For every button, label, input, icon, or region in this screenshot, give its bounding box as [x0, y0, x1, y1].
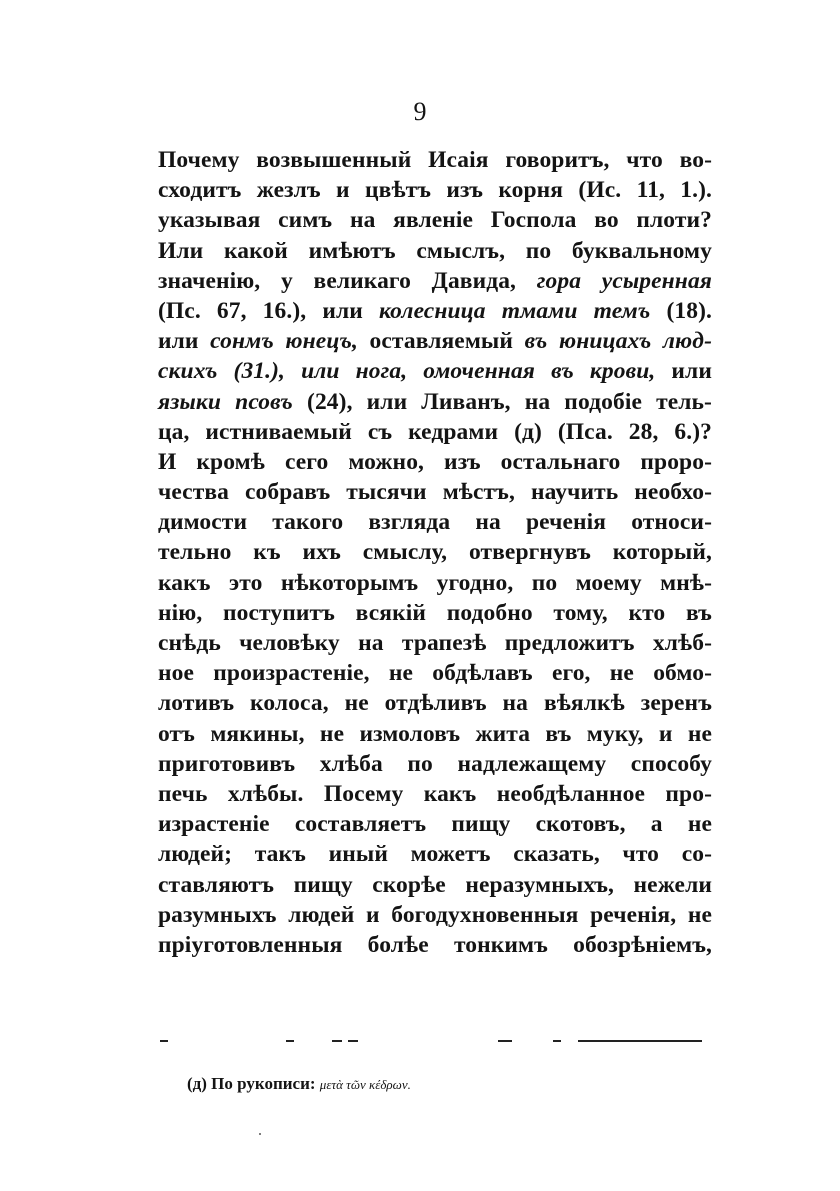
text-line: чества собравъ тысячи мѣстъ, научить необхо-: [158, 479, 712, 506]
text-line: какъ это нѣкоторымъ угодно, по моему мнѣ-: [158, 569, 712, 596]
italic-phrase: скихъ (31.), или нога, омоченная: [158, 358, 535, 385]
italic-phrase: гора усыренная: [536, 267, 712, 294]
text-line: разумныхъ людей и богодухновенныя реченія, не: [158, 901, 712, 928]
text-line: димости такого взгляда на реченія относи-: [158, 509, 712, 536]
text-line: И кромѣ сего можно, изъ остальнаго проро-: [158, 448, 712, 475]
rule-segment: [332, 1040, 342, 1042]
text-line: ное произрастеніе, не обдѣлавъ его, не обмо-: [158, 660, 712, 687]
italic-phrase: сонмъ юнецъ,: [210, 328, 358, 355]
text-line: [158, 326, 712, 356]
text-line: людей; такъ иный можетъ сказать, что со-: [158, 841, 712, 868]
text-line: приготовивъ хлѣба по надлежащему способу: [158, 750, 712, 777]
text-line: Или какой имѣютъ смыслъ, по буквальному: [158, 237, 712, 264]
italic-phrase: языки псовъ: [158, 388, 293, 415]
footnote-greek: μετὰ τῶν κέδρων.: [319, 1077, 411, 1092]
text-line: пріуготовленныя болѣе тонкимъ обозрѣніемъ,: [158, 931, 712, 958]
footnote-rule: [158, 1040, 712, 1044]
text-segment: (Пс. 67, 16.), или: [158, 297, 363, 324]
text-line: нію, поступитъ всякій подобно тому, кто въ: [158, 599, 712, 626]
italic-phrase: колесница тмами темъ: [379, 297, 651, 324]
text-line: печь хлѣбы. Посему какъ необдѣланное про-: [158, 780, 712, 807]
text-line: [158, 266, 712, 296]
print-speck: [259, 1133, 261, 1135]
text-line: лотивъ колоса, не отдѣливъ на вѣялкѣ зеренъ: [158, 690, 712, 717]
italic-phrase: въ крови,: [551, 358, 656, 385]
footnote-text: По рукописи:: [211, 1074, 316, 1093]
text-line: ца, истниваемый съ кедрами (д) (Пса. 28, 6.)?: [158, 418, 712, 445]
text-line: Почему возвышенный Исаія говоритъ, что во-: [158, 147, 712, 173]
text-segment: или: [671, 358, 712, 385]
text-line: [158, 356, 712, 386]
page-number: 9: [413, 97, 427, 126]
text-segment: (24), или Ливанъ, на подобіе тель-: [307, 388, 712, 415]
text-segment: или: [158, 328, 199, 355]
text-line: [158, 387, 712, 417]
italic-phrase: въ юницахъ люд-: [524, 328, 712, 355]
text-line: израстеніе составляетъ пищу скотовъ, а не: [158, 811, 712, 838]
body-text: [158, 145, 712, 960]
rule-segment: [160, 1040, 168, 1042]
rule-segment: [348, 1040, 358, 1042]
text-segment: (18).: [666, 297, 712, 324]
rule-segment: [553, 1040, 561, 1042]
text-segment: значенію, у великаго Давида,: [158, 267, 517, 294]
text-line: отъ мякины, не измоловъ жита въ муку, и не: [158, 720, 712, 747]
text-line: сходитъ жезлъ и цвѣтъ изъ корня (Ис. 11, 1.).: [158, 177, 712, 204]
footnote-marker: (д): [187, 1074, 207, 1093]
text-line: [158, 296, 712, 326]
text-line: ставляютъ пищу скорѣе неразумныхъ, нежели: [158, 871, 712, 898]
text-segment: оставляемый: [369, 328, 514, 355]
text-line: снѣдь человѣку на трапезѣ предложитъ хлѣб-: [158, 630, 712, 656]
text-line: тельно къ ихъ смыслу, отвергнувъ который,: [158, 539, 712, 566]
text-line: указывая симъ на явленіе Госпола во плоти?: [158, 207, 712, 234]
rule-segment: [498, 1040, 512, 1042]
rule-segment: [578, 1040, 702, 1042]
rule-segment: [286, 1040, 294, 1042]
footnote: [187, 1073, 411, 1096]
